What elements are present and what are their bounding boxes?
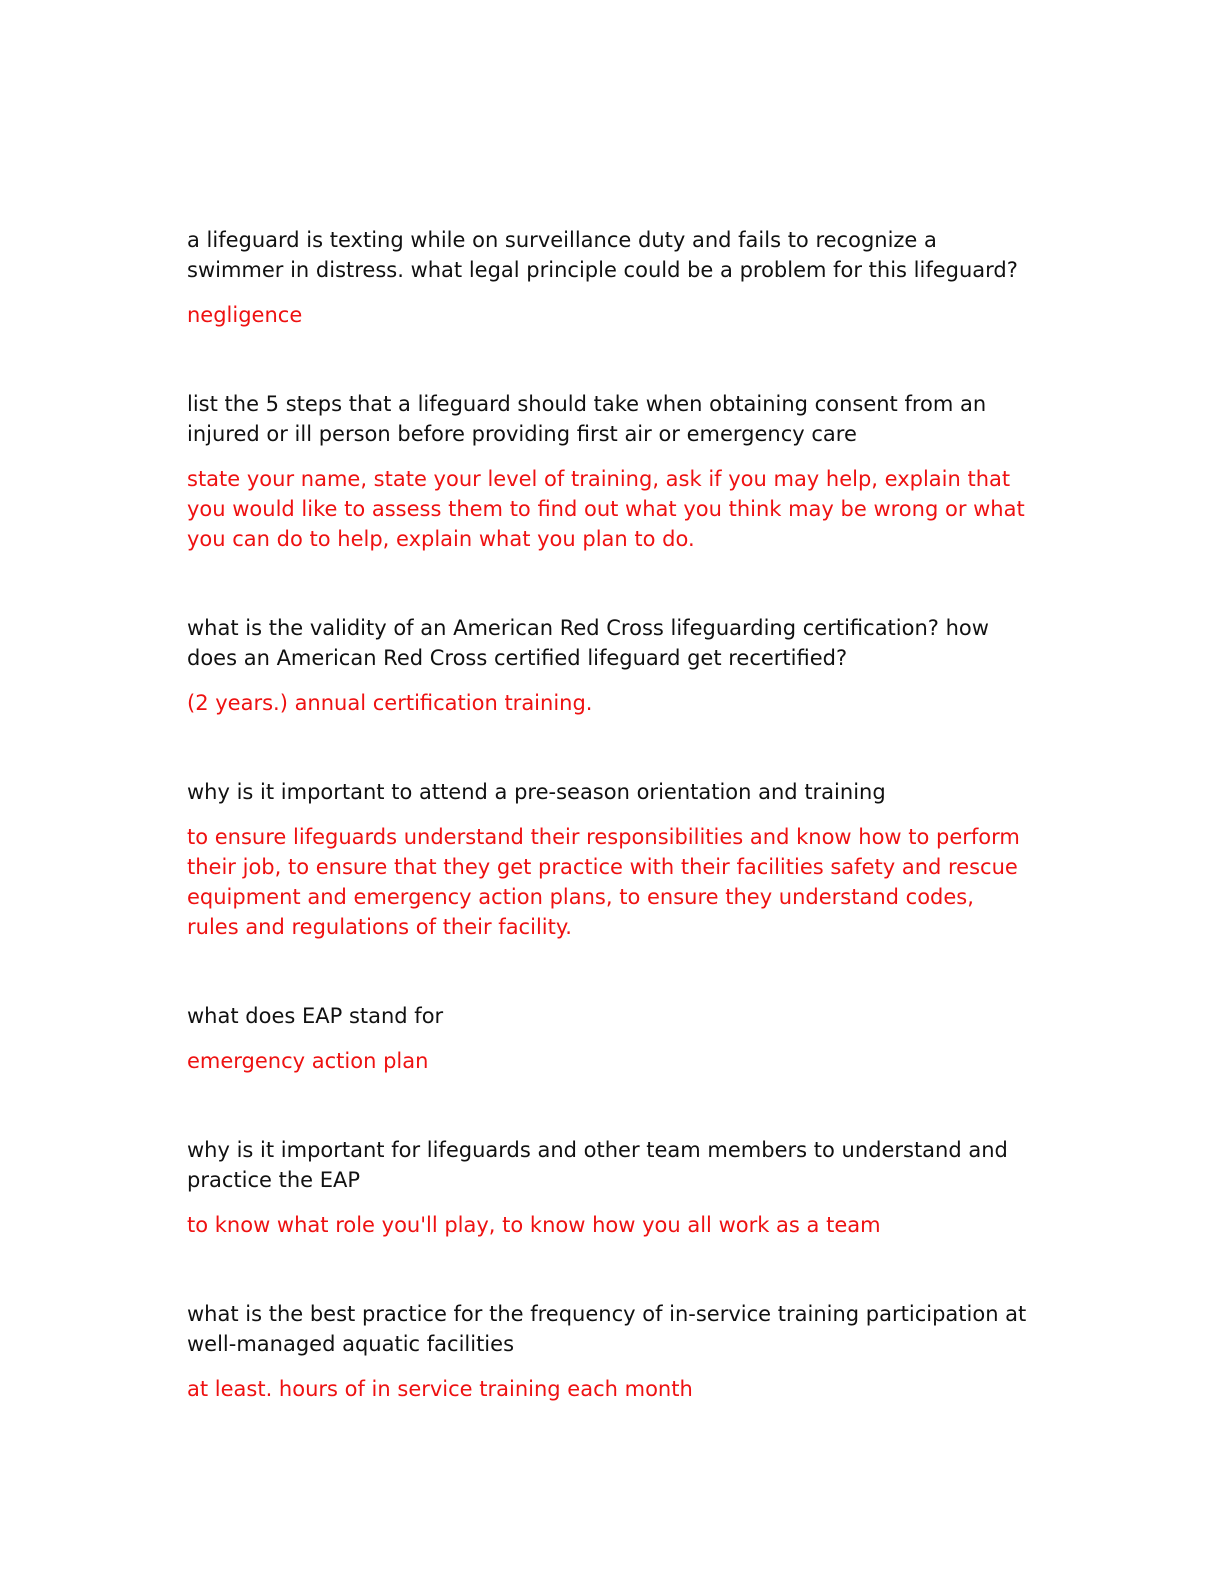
qa-item — [187, 389, 1027, 554]
qa-item — [187, 225, 1027, 330]
item-spacer — [187, 942, 1027, 1001]
qa-item — [187, 1299, 1027, 1404]
item-spacer — [187, 330, 1027, 389]
question-text: list the 5 steps that a lifeguard should take when obtaining consent from an injured or ill person before providing first air or emergency care — [187, 392, 987, 446]
question-text: what is the best practice for the frequency of in-service training participation at well-managed aquatic facilities — [187, 1302, 1027, 1356]
item-spacer — [187, 1076, 1027, 1135]
item-spacer — [187, 718, 1027, 777]
question-text: why is it important for lifeguards and other team members to understand and practice the EAP — [187, 1138, 1008, 1192]
answer-text: state your name, state your level of training, ask if you may help, explain that you would like to assess them to find out what you think may be wrong or what you can do to help, explain what you plan to do. — [187, 467, 1025, 551]
qa-document — [187, 225, 1027, 1404]
answer-text: (2 years.) annual certification training. — [187, 691, 593, 715]
question-text: what is the validity of an American Red Cross lifeguarding certification? how does an American Red Cross certified lifeguard get recertified? — [187, 616, 989, 670]
answer-text: negligence — [187, 303, 303, 327]
qa-item — [187, 1001, 1027, 1076]
qa-item — [187, 613, 1027, 718]
answer-text: at least. hours of in service training each month — [187, 1377, 693, 1401]
qa-item — [187, 1135, 1027, 1240]
answer-text: to ensure lifeguards understand their responsibilities and know how to perform their job, to ensure that they get practice with their facilities safety and rescue equipment and emergency action plans, to ensure they understand codes, rules and regulations of their facility. — [187, 825, 1020, 939]
item-spacer — [187, 1240, 1027, 1299]
answer-text: to know what role you'll play, to know how you all work as a team — [187, 1213, 881, 1237]
question-text: why is it important to attend a pre-season orientation and training — [187, 780, 886, 804]
qa-item — [187, 777, 1027, 942]
question-text: what does EAP stand for — [187, 1004, 444, 1028]
answer-text: emergency action plan — [187, 1049, 429, 1073]
question-text: a lifeguard is texting while on surveillance duty and fails to recognize a swimmer in distress. what legal principle could be a problem for this lifeguard? — [187, 228, 1018, 282]
item-spacer — [187, 554, 1027, 613]
